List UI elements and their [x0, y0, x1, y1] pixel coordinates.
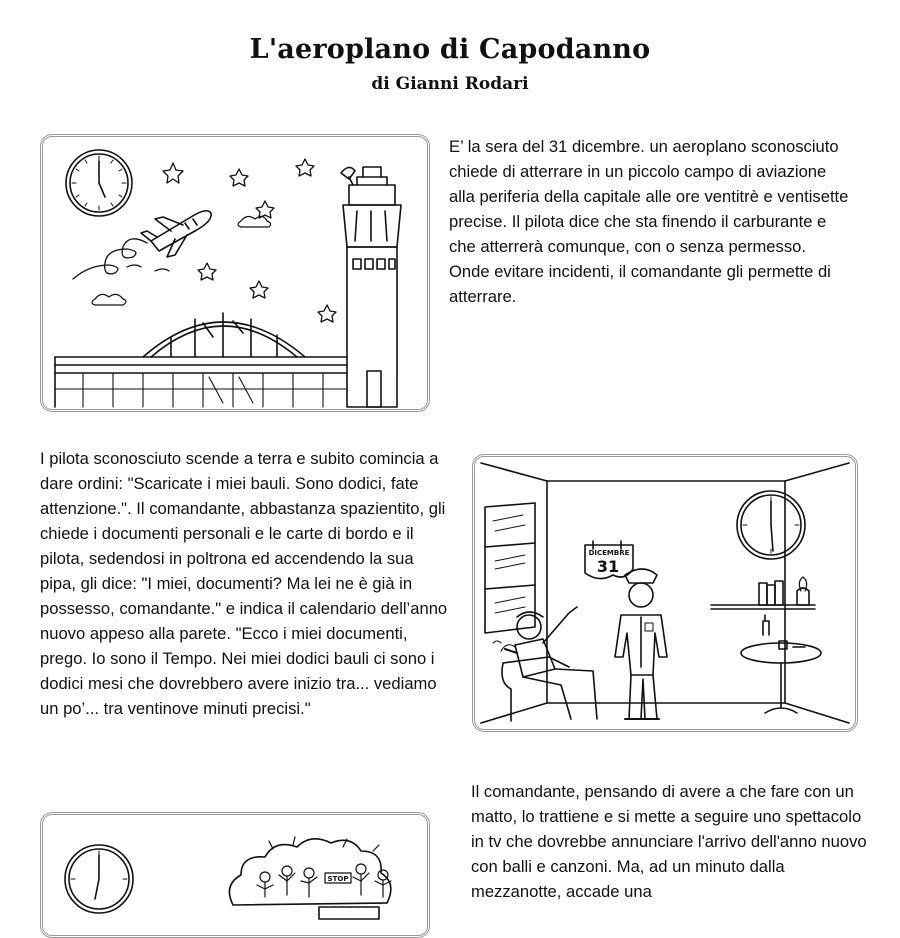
clock-icon — [65, 845, 133, 913]
paragraph-3: Il comandante, pensando di avere a che fare con un matto, lo trattiene e si mette a seguire uno spettacolo in tv che dovrebbe annunciare l'arrivo dell'anno nuovo con balli e canzoni. Ma, ad un minuto dalla mezzanotte, accade una — [471, 782, 867, 901]
author-line: di Gianni Rodari — [371, 74, 529, 94]
airplane-icon — [141, 211, 211, 257]
table — [741, 615, 821, 713]
page-title: L'aeroplano di Capodanno — [249, 34, 651, 65]
officer-figure — [615, 569, 667, 719]
window — [485, 503, 535, 633]
calendar-month: DICEMBRE — [588, 549, 630, 557]
calendar-day: 31 — [596, 557, 620, 576]
paragraph-1: E’ la sera del 31 dicembre. un aeroplano sconosciuto chiede di atterrare in un piccolo campo di aviazione alla periferia della capitale alle ore ventitrè e ventisette precise. Il pilota dice che sta finendo il carburante e che atterrerà comunque, con o senza permesso. Onde evitare incidenti, il comandante gli permette di atterrare. — [449, 137, 849, 306]
sign-text: STOP — [327, 875, 349, 883]
clock-icon — [66, 150, 132, 216]
calendar-icon — [585, 541, 633, 579]
illustration-airport-night — [40, 134, 430, 412]
stars — [163, 159, 336, 322]
paragraph-2: I pilota sconosciuto scende a terra e subito comincia a dare ordini: "Scaricate i miei bauli. Sono dodici, fate attenzione.". Il comandante, abbastanza spazientito, gli chiede i documenti personali e le carte di bordo e il pilota, sedendosi in poltrona ed accendendo la sua pipa, gli dice: "I miei, documenti? Ma lei ne è già in possesso, comandante." e indica il calendario dell’anno nuovo appeso alla parete. "Ecco i miei documenti, prego. Io sono il Tempo. Nei miei dodici bauli ci sono i dodici mesi che dovrebbero avere inizio tra... vediamo un po’... tra ventinove minuti precisi." — [40, 449, 448, 718]
shelf — [711, 577, 815, 609]
illustration-office — [472, 454, 858, 732]
clock-icon — [737, 491, 805, 559]
illustration-celebration — [40, 812, 430, 938]
hangar — [143, 313, 305, 357]
control-tower — [341, 167, 401, 407]
